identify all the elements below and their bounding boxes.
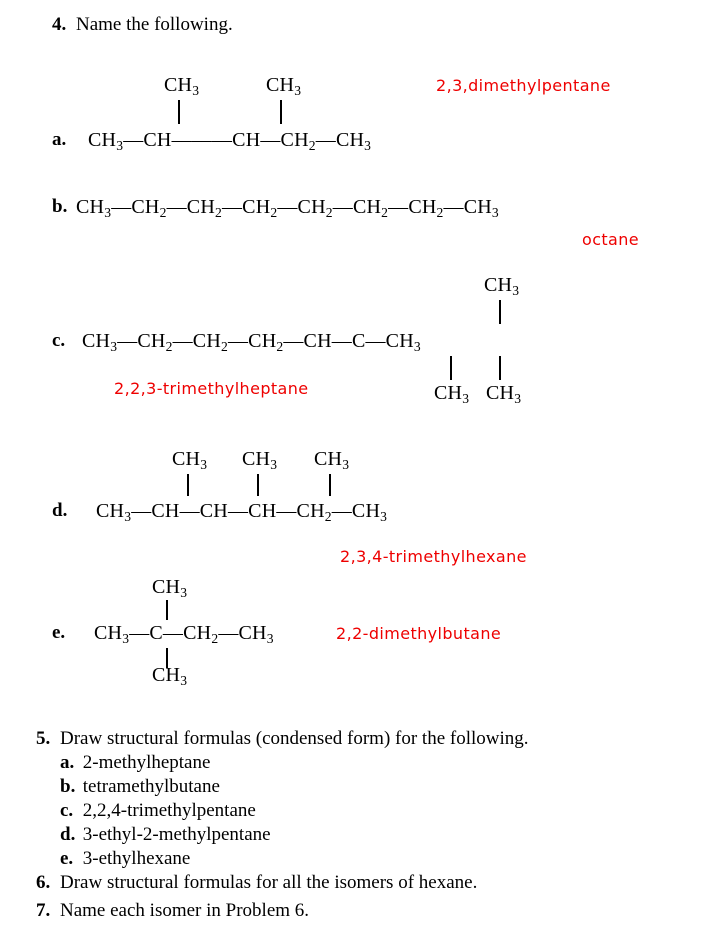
bond-tick xyxy=(257,474,259,496)
item-4e-chain: $CH_3—C—CH_2—CH_3$ xyxy=(94,622,274,646)
item-4a-branch-2: $CH_3$ xyxy=(266,74,302,98)
list-item xyxy=(60,800,271,822)
item-4e-branch-bottom: $CH_3$ xyxy=(152,664,188,688)
item-4c-branch-bottom-1: $CH_3$ xyxy=(434,382,470,406)
list-item xyxy=(60,776,271,798)
item-5e-text: 3-ethylhexane xyxy=(82,848,191,869)
item-4e-answer: 2,2-dimethylbutane xyxy=(336,624,502,643)
list-item xyxy=(60,752,271,774)
item-4d-branch-3: $CH_3$ xyxy=(314,448,350,472)
bond-tick xyxy=(187,474,189,496)
bond-tick xyxy=(329,474,331,496)
item-4c-branch-bottom-2: $CH_3$ xyxy=(486,382,522,406)
item-5c-text: 2,2,4-trimethylpentane xyxy=(82,800,256,821)
item-4b-chain: $CH_3—CH_2—CH_2—CH_2—CH_2—CH_2—CH_2—CH_3$ xyxy=(76,196,499,220)
item-4e-label: e. xyxy=(52,622,66,643)
item-4a-label: a. xyxy=(52,129,67,150)
item-4a-answer: 2,3,dimethylpentane xyxy=(436,76,611,95)
bond-tick xyxy=(166,600,168,620)
item-5a-text: 2-methylheptane xyxy=(82,752,211,773)
item-4c-chain: $CH_3—CH_2—CH_2—CH_2—CH—C—CH_3$ xyxy=(82,330,421,354)
question-5-number: 5. xyxy=(36,728,51,749)
item-4c-branch-top: $CH_3$ xyxy=(484,274,520,298)
item-5e-label: e. xyxy=(60,848,74,869)
item-4c-label: c. xyxy=(52,330,66,351)
question-6-number: 6. xyxy=(36,872,51,893)
bond-tick xyxy=(499,300,501,324)
item-5b-text: tetramethylbutane xyxy=(82,776,220,797)
item-4c-answer: 2,2,3-trimethylheptane xyxy=(114,379,309,398)
item-4d-label: d. xyxy=(52,500,68,521)
item-4d-branch-2: $CH_3$ xyxy=(242,448,278,472)
bond-tick xyxy=(178,100,180,124)
item-4b-label: b. xyxy=(52,196,68,217)
item-4b-answer: octane xyxy=(582,230,640,249)
item-5c-label: c. xyxy=(60,800,74,821)
list-item xyxy=(60,824,271,846)
item-4d-branch-1: $CH_3$ xyxy=(172,448,208,472)
item-5d-label: d. xyxy=(60,824,76,845)
item-5a-label: a. xyxy=(60,752,75,773)
bond-tick xyxy=(280,100,282,124)
item-5d-text: 3-ethyl-2-methylpentane xyxy=(82,824,271,845)
bond-tick xyxy=(450,356,452,380)
question-7-number: 7. xyxy=(36,900,51,921)
bond-tick xyxy=(499,356,501,380)
question-4-number: 4. xyxy=(52,14,67,35)
question-6-prompt: Draw structural formulas for all the isomers of hexane. xyxy=(60,872,478,893)
item-4e-branch-top: $CH_3$ xyxy=(152,576,188,600)
question-7-prompt: Name each isomer in Problem 6. xyxy=(60,900,310,921)
question-5-prompt: Draw structural formulas (condensed form) for the following. xyxy=(60,728,529,749)
list-item xyxy=(60,848,271,870)
question-5-list xyxy=(60,752,271,872)
item-4d-answer: 2,3,4-trimethylhexane xyxy=(340,547,527,566)
item-4a-chain: $CH_3—CH———CH—CH_2—CH_3$ xyxy=(88,129,372,153)
item-4d-chain: $CH_3—CH—CH—CH—CH_2—CH_3$ xyxy=(96,500,388,524)
item-5b-label: b. xyxy=(60,776,76,797)
question-4-prompt: Name the following. xyxy=(76,14,233,35)
item-4a-branch-1: $CH_3$ xyxy=(164,74,200,98)
